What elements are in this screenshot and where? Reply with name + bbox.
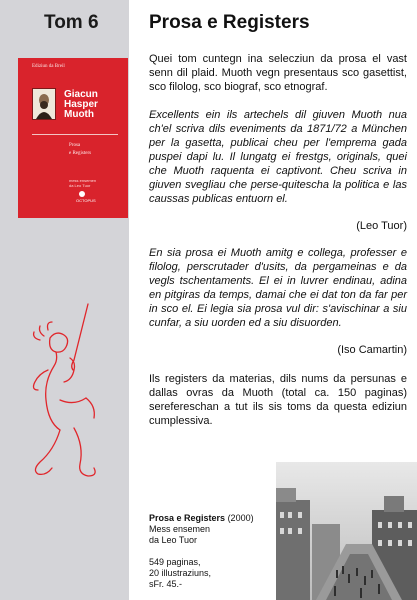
author-last-name: Muoth [64, 109, 94, 120]
book-author [64, 90, 98, 120]
volume-label: Tom 6 [44, 12, 99, 33]
book-cover [18, 58, 128, 218]
conductor-sketch-illustration [30, 300, 130, 510]
book-info-editor-1: Mess ensemen [149, 524, 211, 534]
book-info-pages: 549 paginas, [149, 557, 201, 567]
cover-title-line-2: e Registers [69, 151, 92, 156]
book-info-editor-2: da Leo Tuor [149, 535, 198, 545]
book-info-title-line [149, 513, 269, 524]
book-info-year: (2000) [227, 513, 254, 523]
author-portrait [32, 88, 56, 120]
book-cover-title [69, 142, 91, 158]
cover-editor-line-2: da Leo Tuor [69, 183, 91, 188]
historic-street-photo [276, 462, 417, 600]
quote-iso-camartin-author: (Iso Camartin) [337, 344, 407, 356]
cover-divider [32, 134, 118, 135]
publisher-name: OCTOPUS [76, 198, 96, 203]
author-first-name: Giacun [64, 89, 98, 100]
left-sidebar [0, 0, 129, 600]
page-title: Prosa e Registers [149, 12, 310, 33]
caption-spacer [149, 546, 269, 557]
book-info-illustrations: 20 illustraziuns, [149, 568, 212, 578]
book-info-price: sFr. 45.- [149, 579, 183, 589]
book-info-title: Prosa e Registers [149, 513, 226, 523]
quote-leo-tuor: Excellents ein ils artechels dil giuven Muoth nua ch'el scriva dils eveniments da 1871/72 a München per la gasetta, publicai cheu per l'emprema gada puspei dapi lu. Il lungatg ei frestgs, originals, quei che Muoth raquenta ei captivont. Cheu scriva in giuven svegliau che perse-quitescha la politica e las caussas publicas entuorn el. [149, 109, 407, 205]
book-info-caption [149, 513, 269, 590]
quote-leo-tuor-author: (Leo Tuor) [356, 220, 407, 232]
author-middle-name: Hasper [64, 99, 98, 110]
street-photo-image [276, 462, 417, 600]
intro-paragraph: Quei tom cuntegn ina selecziun da prosa el vast senn dil plaid. Muoth vegn presentaus sco gasettist, sco filolog, sco biograf, sco etnograf. [149, 53, 407, 93]
cover-editor-line-1: mess ensemen [69, 178, 97, 183]
cover-title-line-1: Prosa [69, 143, 81, 148]
quote-iso-camartin: En sia prosa ei Muoth amitg e collega, professer e filolog, perscrutader d'usits, da pergameinas e da vegls tschentaments. El ei in luvrer endinau, adina en pitgiras da temps, damai che ei dat ton da far per in sco el. Ei legia sia prosa vul dir: s'avischinar a siu cunfar, a siu uorden ed a siu disuorden. [149, 247, 407, 329]
book-cover-editor [69, 178, 96, 188]
portrait-image [33, 89, 55, 119]
publisher-logo-icon [79, 191, 85, 197]
registers-paragraph: Ils registers da materias, dils nums da persunas e dallas ovras da Muoth (total ca. 150 paginas) serefereschan a tut ils sis toms da questa ediziun cumplessiva. [149, 373, 407, 427]
book-series: Ediziun da Breil [32, 64, 65, 69]
